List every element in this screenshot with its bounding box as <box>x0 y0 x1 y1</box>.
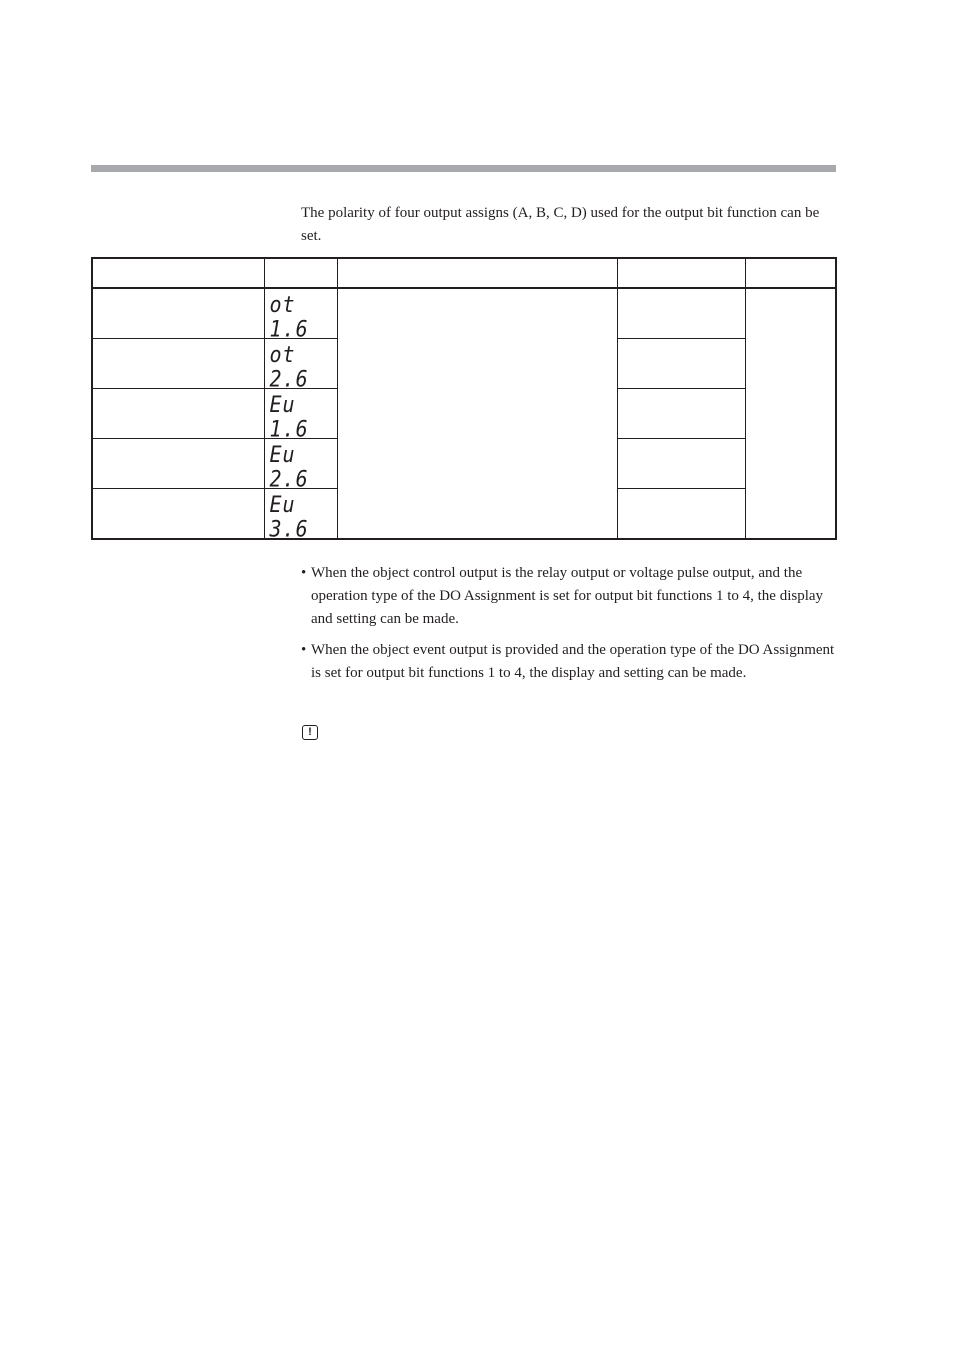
item-cell <box>92 288 264 339</box>
user-level-cell <box>745 288 836 539</box>
item-cell <box>92 439 264 489</box>
display-code-cell <box>264 389 337 442</box>
caution-icon: ! <box>302 725 318 740</box>
note-item: • When the object control output is the relay output or voltage pulse output, and the operation type of the DO Assignment is set for output bit functions 1 to 4, the display and setting can be made. <box>301 562 836 631</box>
display-code: ot 1.6 <box>269 291 309 342</box>
contents-cell <box>337 288 617 539</box>
item-cell <box>92 339 264 389</box>
initial-value-cell <box>617 439 745 489</box>
display-code-cell <box>264 489 337 540</box>
header-cell-display <box>264 258 337 288</box>
initial-value-cell <box>617 489 745 540</box>
item-cell <box>92 389 264 439</box>
section-header-bar <box>91 165 836 172</box>
header-cell-item <box>92 258 264 288</box>
notes-list <box>301 562 836 693</box>
header-cell-contents <box>337 258 617 288</box>
item-cell <box>92 489 264 540</box>
display-code-cell <box>264 439 337 492</box>
note-item: • When the object event output is provided and the operation type of the DO Assignment is set for output bit functions 1 to 4, the display and setting can be made. <box>301 639 836 685</box>
intro-paragraph: The polarity of four output assigns (A, B, C, D) used for the output bit function can be set. <box>301 205 820 244</box>
parameter-table <box>91 257 837 540</box>
header-cell-initial-value <box>617 258 745 288</box>
table-row <box>92 288 836 339</box>
initial-value-cell <box>617 389 745 439</box>
display-code: Eu 1.6 <box>269 391 309 442</box>
display-code: Eu 2.6 <box>269 441 309 492</box>
display-code-cell <box>264 288 337 342</box>
header-cell-user-level <box>745 258 836 288</box>
initial-value-cell <box>617 339 745 389</box>
display-code-cell <box>264 339 337 392</box>
display-code: Eu 3.6 <box>269 491 309 542</box>
initial-value-cell <box>617 288 745 339</box>
display-code: ot 2.6 <box>269 341 309 392</box>
table-header-row <box>92 258 836 288</box>
